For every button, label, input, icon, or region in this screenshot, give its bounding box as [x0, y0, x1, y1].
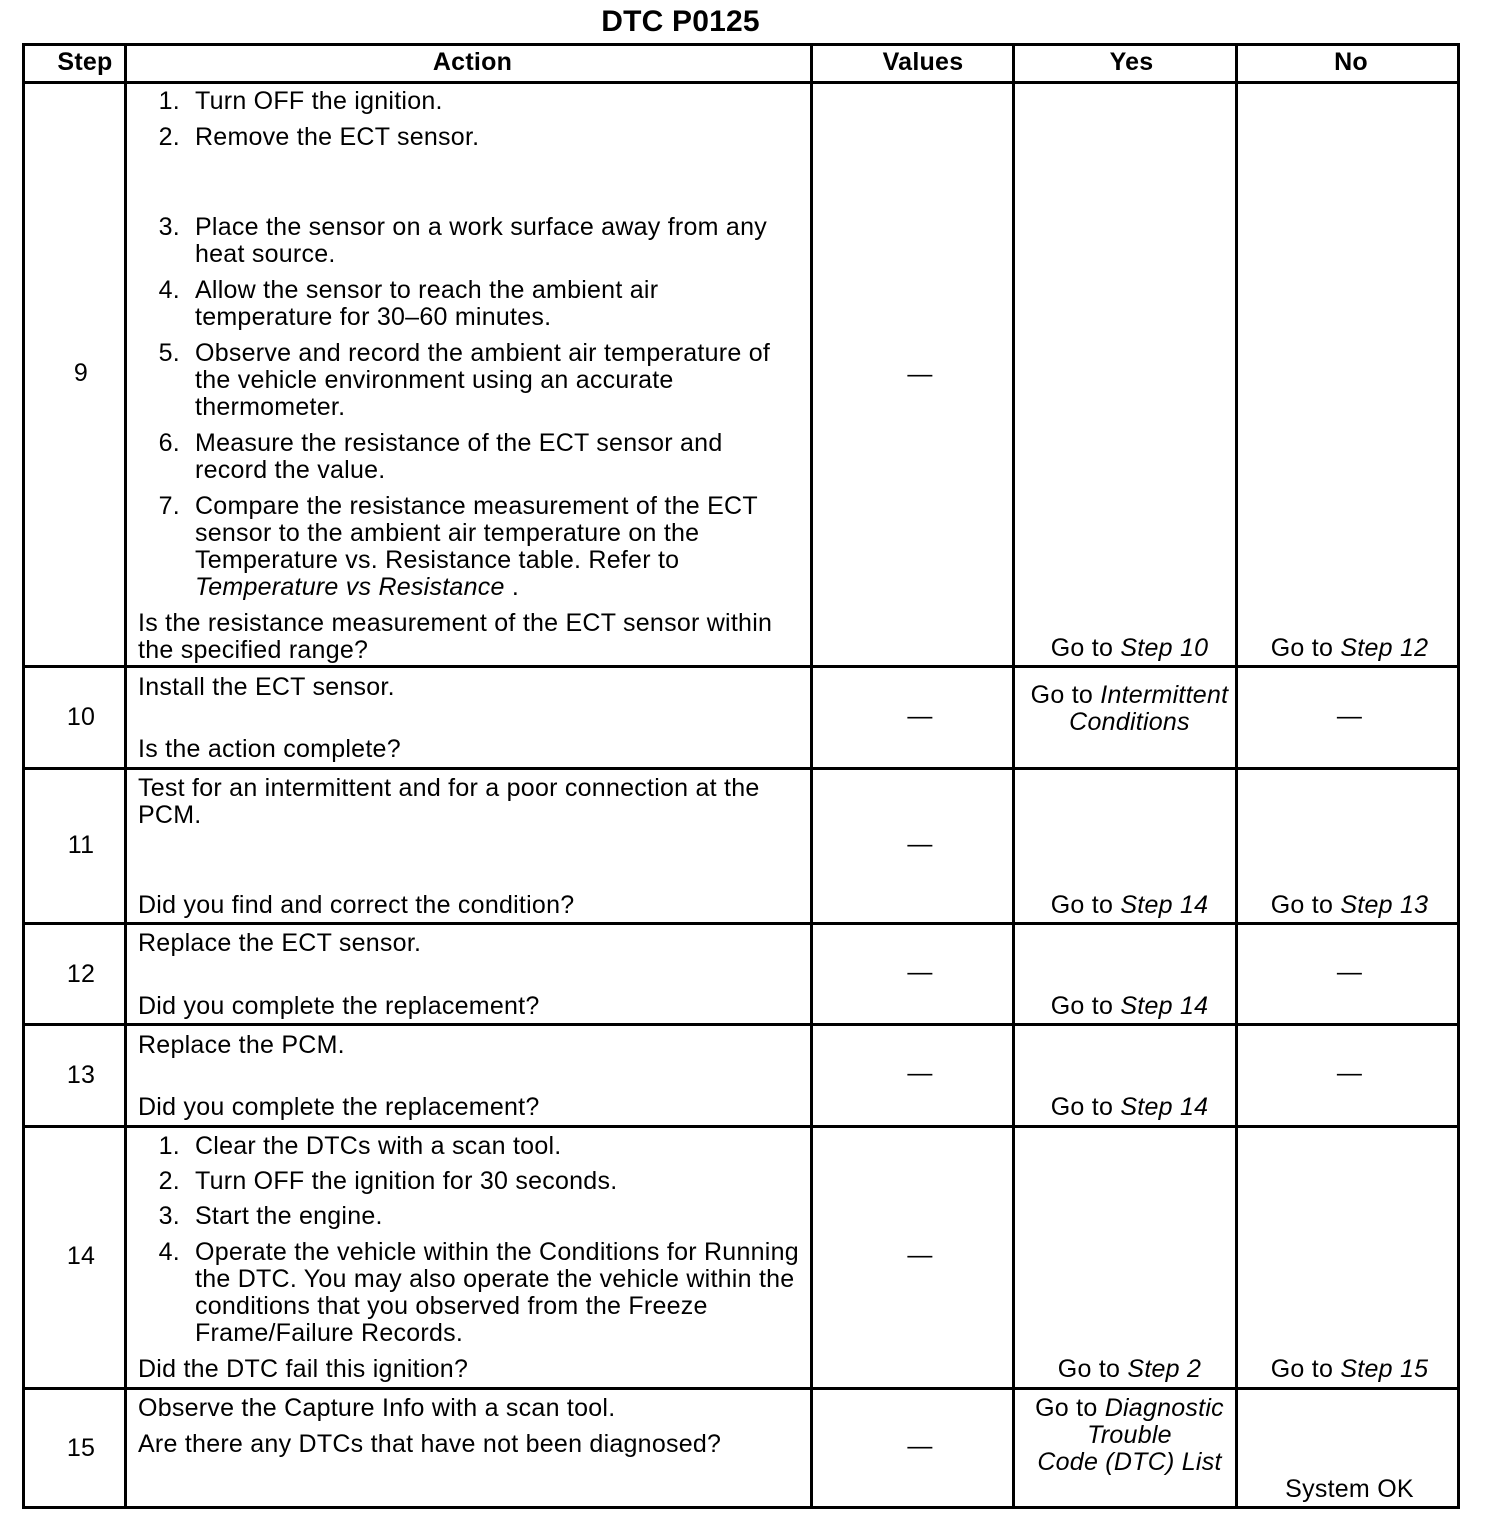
row-divider: [22, 1387, 1460, 1390]
no-cell: System OK: [1285, 1474, 1414, 1503]
action-question: Is the resistance measurement of the ECT sensor within the specified range?: [138, 608, 773, 664]
yes-target: Step 10: [1120, 633, 1209, 662]
yes-target: Step 14: [1120, 1092, 1209, 1121]
yes-prefix: Go to: [1050, 991, 1114, 1020]
list-item-text: Operate the vehicle within the Conditions for Running the DTC. You may also operate the vehicle within the conditions that you observed from the Freeze Frame/Failure Records.: [195, 1237, 799, 1347]
action-question: Is the action complete?: [138, 734, 401, 763]
action-question: Did you complete the replacement?: [138, 991, 540, 1020]
table-border-right: [1457, 43, 1460, 1509]
yes-target: Step 14: [1120, 890, 1209, 919]
list-item-text: Observe and record the ambient air temperature of the vehicle environment using an accurate thermometer.: [195, 338, 771, 421]
action-text: Observe the Capture Info with a scan tool.: [138, 1393, 616, 1422]
list-item-text: Turn OFF the ignition.: [195, 86, 443, 115]
no-cell: —: [1336, 702, 1363, 730]
step-number: 13: [66, 1060, 96, 1089]
list-item-text: Allow the sensor to reach the ambient air temperature for 30–60 minutes.: [195, 275, 659, 331]
row-divider: [22, 1125, 1460, 1128]
step-number: 14: [66, 1241, 96, 1270]
list-item-number: 2.: [158, 122, 180, 151]
no-prefix: Go to: [1270, 1354, 1334, 1383]
action-question: Did the DTC fail this ignition?: [138, 1354, 469, 1383]
yes-cell: [1022, 1094, 1238, 1121]
row-divider: [22, 922, 1460, 925]
page-title: DTC P0125: [601, 5, 760, 38]
list-item-number: 5.: [158, 338, 180, 367]
no-cell: [1245, 635, 1455, 662]
values-cell: —: [907, 1059, 933, 1087]
yes-cell: [1022, 1356, 1238, 1383]
action-list-item: [140, 88, 443, 115]
action-question: Are there any DTCs that have not been diagnosed?: [138, 1429, 722, 1458]
action-question: Did you find and correct the condition?: [138, 890, 575, 919]
column-divider: [124, 43, 127, 1509]
no-target: Step 15: [1340, 1354, 1429, 1383]
row-divider: [22, 767, 1460, 770]
yes-prefix: Go to: [1030, 680, 1094, 709]
step-number: 15: [66, 1433, 96, 1462]
no-cell: [1245, 892, 1455, 919]
list-item-number: 7.: [158, 491, 180, 520]
no-prefix: Go to: [1270, 633, 1334, 662]
step-number: 12: [66, 959, 96, 988]
no-cell: —: [1336, 1059, 1363, 1087]
action-list-item: [140, 493, 758, 601]
yes-cell: [1022, 993, 1238, 1020]
column-divider: [1012, 43, 1015, 1509]
action-list-item: [140, 277, 658, 331]
yes-cell: [1022, 682, 1238, 736]
list-item-text: Clear the DTCs with a scan tool.: [195, 1131, 562, 1160]
no-target: Step 12: [1340, 633, 1429, 662]
action-list-item: [140, 1168, 617, 1195]
yes-target: Step 14: [1120, 991, 1209, 1020]
yes-target: Step 2: [1127, 1354, 1202, 1383]
action-list-item: [140, 340, 770, 421]
action-list-item: [140, 214, 767, 268]
list-item-number: 1.: [158, 1131, 180, 1160]
action-list-item: [140, 430, 722, 484]
column-header-no: No: [1334, 48, 1368, 76]
values-cell: —: [907, 830, 933, 858]
values-cell: —: [907, 958, 933, 986]
no-cell: [1245, 1356, 1455, 1383]
table-border-left: [22, 43, 25, 1509]
list-item-number: 3.: [158, 212, 180, 241]
action-list-item: [140, 1203, 383, 1230]
column-header-values: Values: [882, 48, 964, 76]
yes-prefix: Go to: [1050, 1092, 1114, 1121]
list-item-number: 4.: [158, 275, 180, 304]
action-question: Did you complete the replacement?: [138, 1092, 540, 1121]
yes-prefix: Go to: [1050, 890, 1114, 919]
column-header-yes: Yes: [1109, 48, 1154, 76]
yes-target: Intermittent Conditions: [1069, 680, 1229, 736]
row-divider: [22, 1023, 1460, 1026]
values-cell: —: [907, 702, 933, 730]
yes-prefix: Go to: [1035, 1393, 1098, 1422]
list-item-text: Turn OFF the ignition for 30 seconds.: [195, 1166, 618, 1195]
list-item-text: Measure the resistance of the ECT sensor and record the value.: [195, 428, 723, 484]
list-item-text: Start the engine.: [195, 1201, 383, 1230]
table-border-bottom: [22, 1506, 1460, 1509]
action-list-item: [140, 1239, 799, 1347]
no-target: Step 13: [1340, 890, 1429, 919]
table-border-top: [22, 43, 1460, 46]
yes-prefix: Go to: [1050, 633, 1114, 662]
step-number: 11: [67, 830, 95, 859]
yes-cell: [1022, 1395, 1238, 1476]
list-item-text: Remove the ECT sensor.: [195, 122, 480, 151]
list-item-text: Place the sensor on a work surface away from any heat source.: [195, 212, 767, 268]
values-cell: —: [907, 1241, 933, 1269]
yes-cell: [1022, 892, 1238, 919]
action-list-item: [140, 124, 479, 151]
yes-target: Diagnostic Trouble Code (DTC) List: [1037, 1393, 1224, 1476]
header-divider: [22, 81, 1460, 84]
action-text: Test for an intermittent and for a poor connection at the PCM.: [138, 773, 760, 829]
reference-text: Temperature vs Resistance: [195, 572, 505, 601]
list-item-number: 2.: [158, 1166, 180, 1195]
column-divider: [810, 43, 813, 1509]
row-divider: [22, 665, 1460, 668]
list-item-number: 1.: [158, 86, 180, 115]
list-item-number: 4.: [158, 1237, 180, 1266]
reference-suffix: .: [504, 572, 520, 601]
values-cell: —: [907, 1432, 933, 1460]
column-header-step: Step: [57, 48, 113, 76]
action-list-item: [140, 1133, 561, 1160]
action-text: Replace the PCM.: [138, 1030, 345, 1059]
column-divider: [1235, 43, 1238, 1509]
list-item-number: 6.: [158, 428, 180, 457]
no-cell: —: [1336, 958, 1363, 986]
action-text: Install the ECT sensor.: [138, 672, 395, 701]
list-item-number: 3.: [158, 1201, 180, 1230]
step-number: 10: [66, 702, 96, 731]
values-cell: —: [907, 360, 933, 388]
action-text: Replace the ECT sensor.: [138, 928, 422, 957]
reference-line: [195, 574, 758, 601]
step-number: 9: [73, 358, 89, 387]
yes-cell: [1022, 635, 1238, 662]
no-prefix: Go to: [1270, 890, 1334, 919]
list-item-text: Compare the resistance measurement of the ECT sensor to the ambient air temperature on the Temperature vs. Resistance table. Refer to: [195, 491, 758, 574]
yes-prefix: Go to: [1057, 1354, 1121, 1383]
column-header-action: Action: [432, 48, 513, 76]
